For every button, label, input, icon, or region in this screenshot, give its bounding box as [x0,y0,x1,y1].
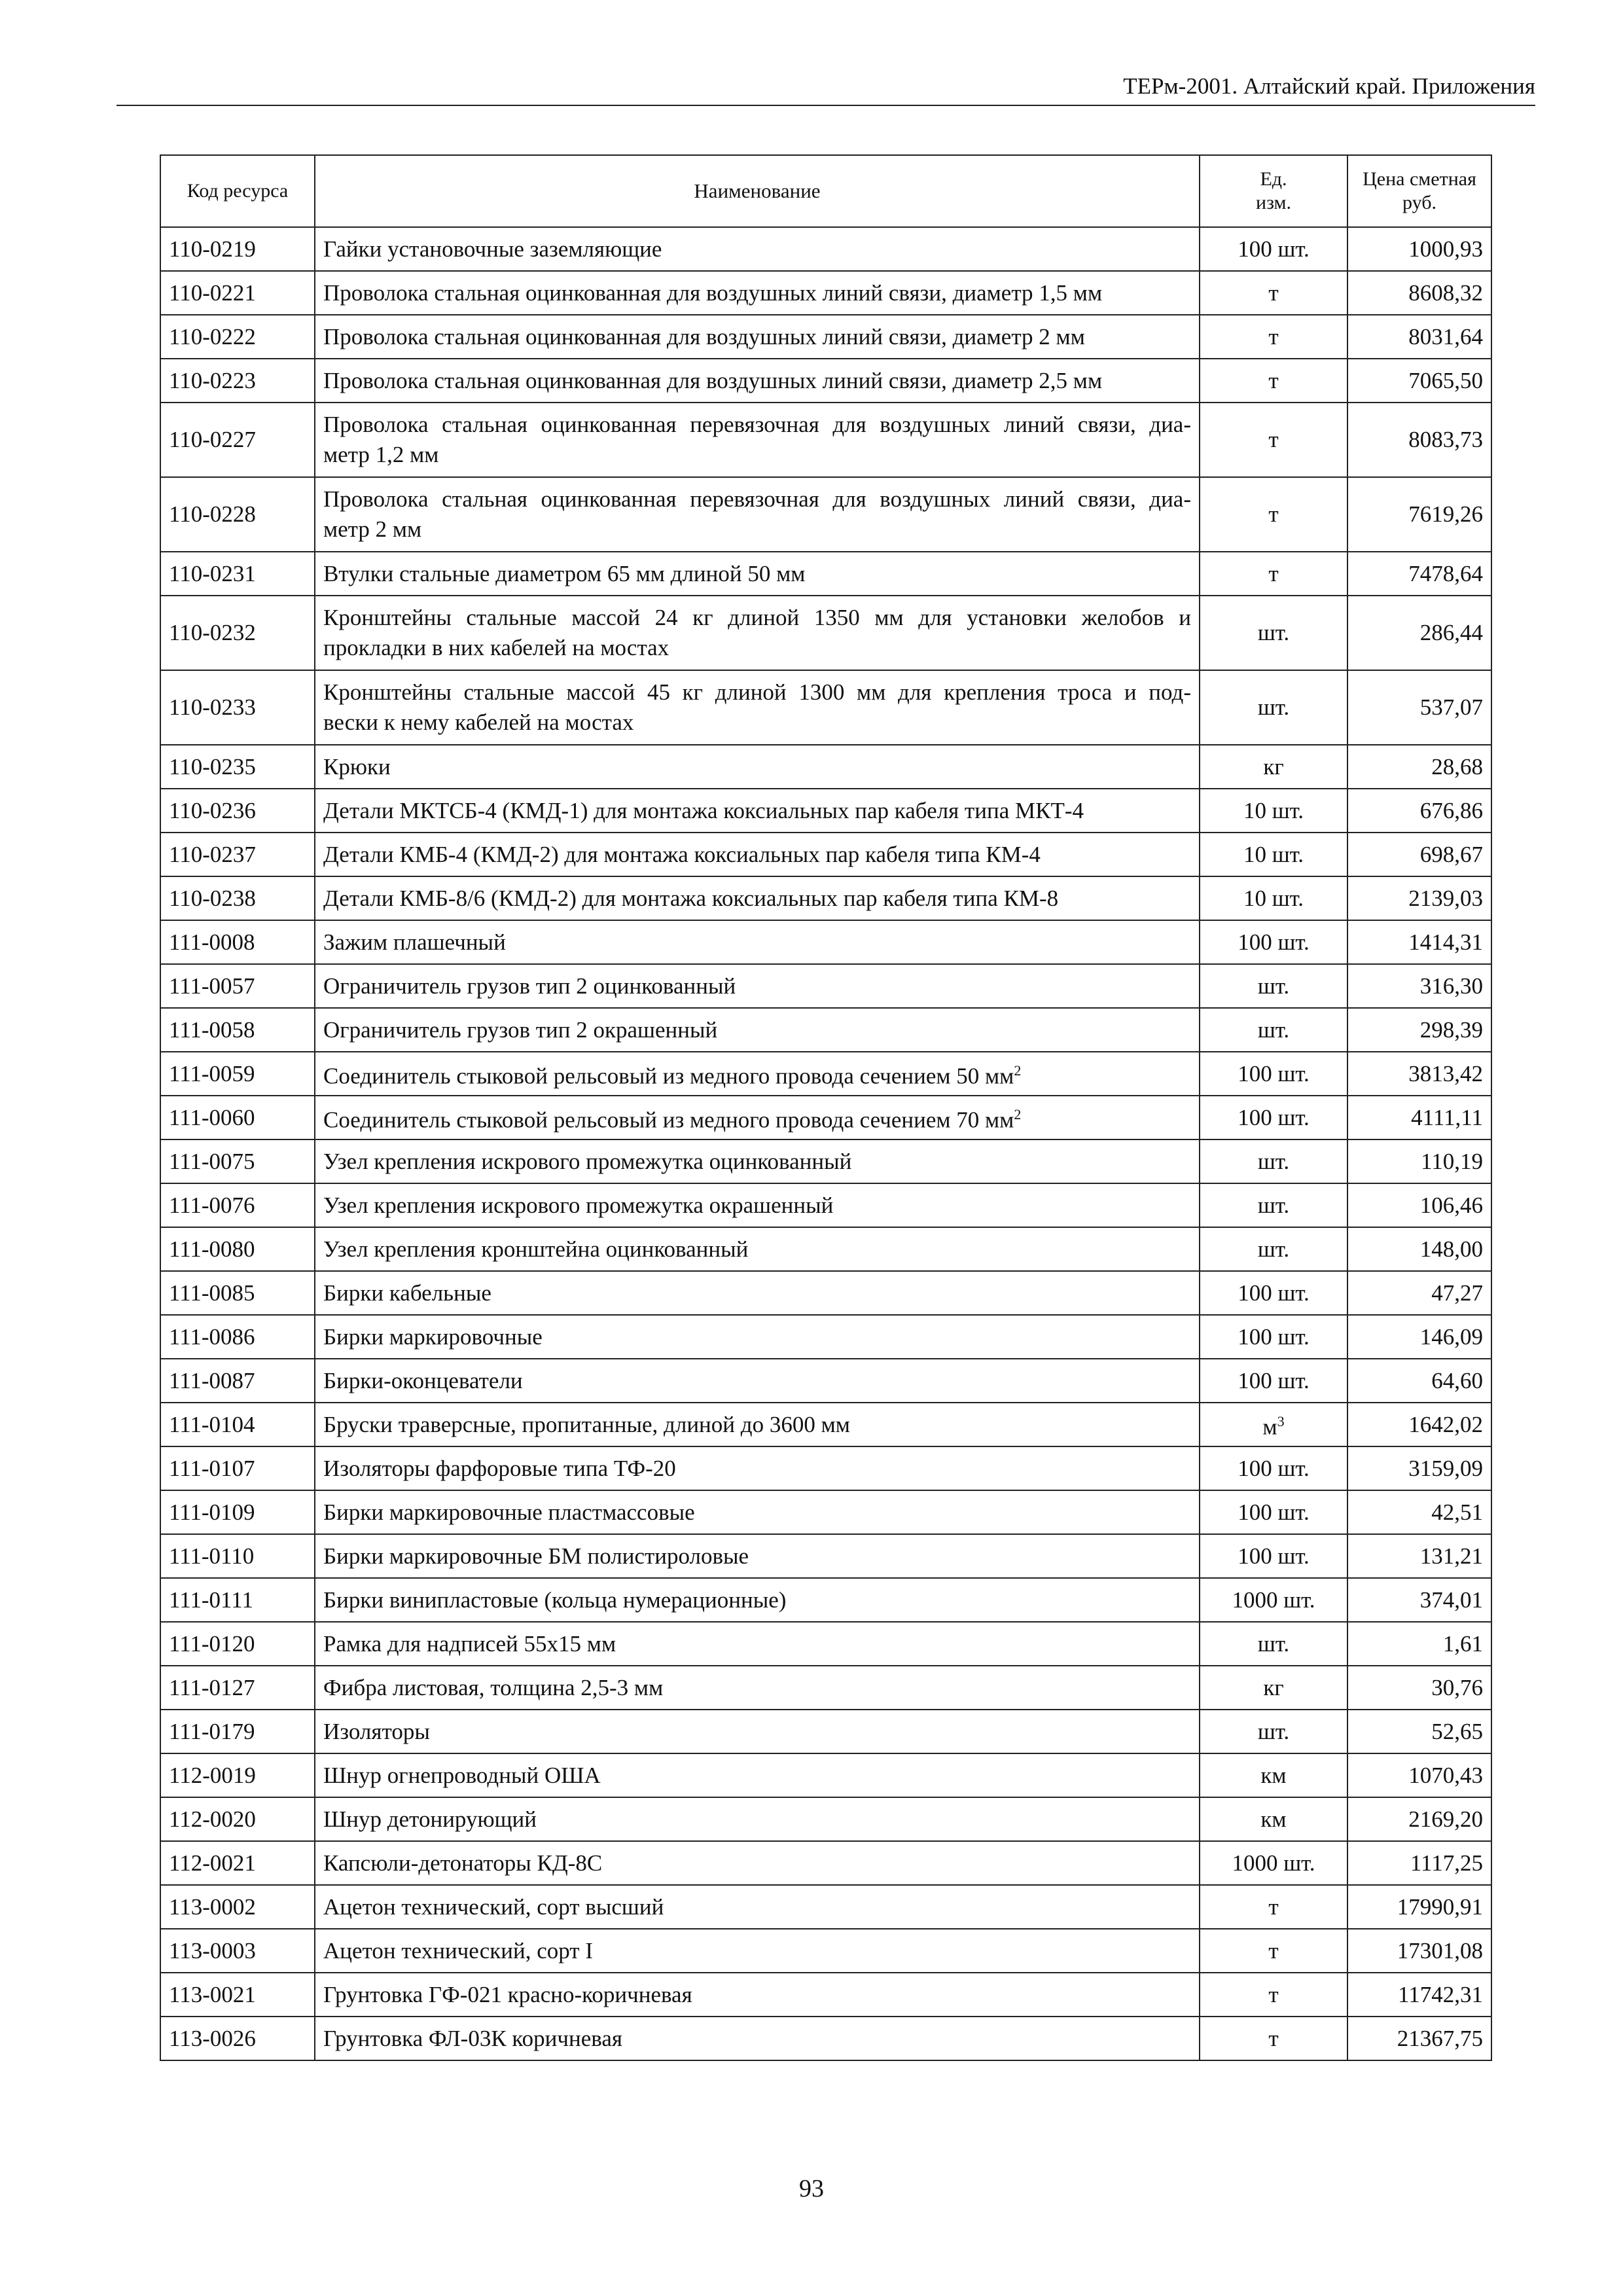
resource-name-text: Детали КМБ-4 (КМД-2) для монтажа коксиальных пар кабеля типа КМ-4 [323,841,1041,867]
resource-code: 110-0219 [160,227,315,271]
unit [1200,1227,1347,1271]
resource-name-text: Проволока стальная оцинкованная для воздушных линий связи, диаметр 1,5 мм [323,279,1103,306]
unit-text: 100 шт. [1238,1323,1310,1350]
unit-text: шт. [1257,694,1290,720]
price: 131,21 [1347,1534,1491,1578]
column-header-price [1347,155,1491,227]
table-row [160,1359,1491,1403]
unit [1200,403,1347,477]
unit [1200,1578,1347,1622]
price: 4111,11 [1347,1096,1491,1139]
price: 11742,31 [1347,1973,1491,2017]
resource-code: 110-0237 [160,833,315,876]
price-table [160,154,1492,2061]
resource-code: 110-0232 [160,596,315,670]
table-row [160,1227,1491,1271]
resource-name [315,1446,1200,1490]
unit-text: т [1268,1937,1279,1964]
table-row [160,1139,1491,1183]
price: 698,67 [1347,833,1491,876]
unit-text: шт. [1257,1630,1290,1657]
resource-code: 110-0238 [160,876,315,920]
resource-name-text: Капсюли-детонаторы КД-8С [323,1850,603,1876]
resource-name-text: Бирки винипластовые (кольца нумерационные) [323,1587,787,1613]
resource-name-text: Грунтовка ГФ-021 красно-коричневая [323,1981,692,2007]
resource-name-text: Грунтовка ФЛ-03К коричневая [323,2025,622,2051]
unit-text: шт. [1257,1718,1290,1744]
unit [1200,1403,1347,1446]
resource-code: 112-0019 [160,1753,315,1797]
resource-name [315,1403,1200,1446]
unit [1200,596,1347,670]
resource-name [315,1183,1200,1227]
unit-header-line1: Ед. [1260,168,1287,190]
resource-name-line: прокладки в них кабелей на мостах [323,635,669,660]
resource-name-line: метр 2 мм [323,516,422,542]
resource-code: 111-0080 [160,1227,315,1271]
unit [1200,833,1347,876]
price: 146,09 [1347,1315,1491,1359]
resource-name-text: Детали КМБ-8/6 (КМД-2) для монтажа коксиальных пар кабеля типа КМ-8 [323,885,1059,911]
resource-name [315,359,1200,403]
resource-code: 111-0057 [160,964,315,1008]
resource-name [315,271,1200,315]
table-row [160,1622,1491,1666]
column-header-code: Код ресурса [160,155,315,227]
unit [1200,271,1347,315]
resource-code: 110-0228 [160,477,315,552]
price: 17301,08 [1347,1929,1491,1973]
unit-text: шт. [1257,1016,1290,1043]
resource-name [315,1841,1200,1885]
resource-name-text: Фибра листовая, толщина 2,5-3 мм [323,1674,664,1700]
table-row [160,964,1491,1008]
table-row [160,1446,1491,1490]
unit-text: шт. [1257,973,1290,999]
unit [1200,789,1347,833]
resource-code: 111-0076 [160,1183,315,1227]
resource-code: 111-0058 [160,1008,315,1052]
resource-name-text: Узел крепления искрового промежутка оцинкованный [323,1148,852,1174]
resource-name-text: Соединитель стыковой рельсовый из медного провода сечением 50 мм [323,1063,1014,1089]
resource-name-line: Проволока стальная оцинкованная перевязочная для воздушных линий связи, диа- [323,486,1191,512]
resource-code: 110-0231 [160,552,315,596]
resource-code: 111-0110 [160,1534,315,1578]
price: 1070,43 [1347,1753,1491,1797]
unit [1200,477,1347,552]
resource-name-text: Изоляторы фарфоровые типа ТФ-20 [323,1455,676,1481]
resource-name [315,876,1200,920]
resource-name [315,1973,1200,2017]
price: 7478,64 [1347,552,1491,596]
table-row [160,477,1491,552]
unit [1200,1710,1347,1753]
resource-name-text: Узел крепления искрового промежутка окрашенный [323,1192,834,1218]
resource-name-text: Крюки [323,753,391,780]
table-row [160,745,1491,789]
unit [1200,227,1347,271]
unit [1200,1183,1347,1227]
unit [1200,1315,1347,1359]
price: 148,00 [1347,1227,1491,1271]
resource-name [315,670,1200,745]
unit-text: т [1268,367,1279,393]
unit-header-line2: изм. [1256,192,1291,213]
table-row [160,227,1491,271]
unit-text: 1000 шт. [1232,1587,1315,1613]
price: 1414,31 [1347,920,1491,964]
resource-code: 111-0087 [160,1359,315,1403]
resource-name-text: Ацетон технический, сорт высший [323,1893,664,1920]
resource-code: 110-0233 [160,670,315,745]
resource-code: 111-0085 [160,1271,315,1315]
price: 2139,03 [1347,876,1491,920]
resource-code: 111-0104 [160,1403,315,1446]
unit-text: т [1268,323,1279,350]
resource-name-line: Проволока стальная оцинкованная перевязочная для воздушных линий связи, диа- [323,412,1191,437]
unit [1200,1359,1347,1403]
resource-code: 112-0020 [160,1797,315,1841]
unit-text: т [1268,501,1279,527]
price: 1,61 [1347,1622,1491,1666]
column-header-unit [1200,155,1347,227]
table-row [160,1841,1491,1885]
table-row [160,1403,1491,1446]
unit-text: т [1268,427,1279,452]
unit-text: м [1262,1414,1277,1440]
resource-name [315,833,1200,876]
unit-text: т [1268,1893,1279,1920]
resource-code: 111-0120 [160,1622,315,1666]
table-row [160,1753,1491,1797]
resource-name-text: Соединитель стыковой рельсовый из медного провода сечением 70 мм [323,1107,1014,1133]
resource-name-line: вески к нему кабелей на мостах [323,709,634,735]
price: 106,46 [1347,1183,1491,1227]
unit-text: т [1268,560,1279,586]
resource-name-text: Бирки маркировочные [323,1323,543,1350]
resource-name-text: Бирки маркировочные пластмассовые [323,1499,695,1525]
unit [1200,552,1347,596]
superscript: 3 [1277,1413,1285,1430]
resource-code: 110-0235 [160,745,315,789]
unit [1200,1885,1347,1929]
resource-name [315,789,1200,833]
unit [1200,1622,1347,1666]
price: 2169,20 [1347,1797,1491,1841]
table-row [160,1797,1491,1841]
resource-name [315,1753,1200,1797]
resource-name-text: Зажим плашечный [323,929,506,955]
resource-name [315,552,1200,596]
resource-name-text: Бирки кабельные [323,1280,491,1306]
table-body [160,227,1491,2060]
resource-name-text: Ограничитель грузов тип 2 окрашенный [323,1016,718,1043]
unit-text: 100 шт. [1238,929,1310,955]
resource-code: 110-0222 [160,315,315,359]
unit [1200,876,1347,920]
unit [1200,1973,1347,2017]
resource-name [315,403,1200,477]
column-header-name: Наименование [315,155,1200,227]
resource-name [315,1534,1200,1578]
unit [1200,1797,1347,1841]
resource-name-line: Кронштейны стальные массой 24 кг длиной 1350 мм для установки желобов и [323,605,1191,630]
resource-code: 110-0236 [160,789,315,833]
table-row [160,271,1491,315]
unit-text: т [1268,2025,1279,2051]
table-row [160,920,1491,964]
price-header-line2: руб. [1402,192,1436,213]
unit-text: 10 шт. [1243,797,1304,823]
unit-text: 1000 шт. [1232,1850,1315,1876]
resource-code: 112-0021 [160,1841,315,1885]
resource-name [315,1052,1200,1096]
resource-name [315,1710,1200,1753]
resource-name-text: Бирки-оконцеватели [323,1367,523,1393]
unit-text: 100 шт. [1238,1280,1310,1306]
unit-text: 10 шт. [1243,841,1304,867]
unit-text: 100 шт. [1238,1104,1310,1130]
price: 316,30 [1347,964,1491,1008]
price: 42,51 [1347,1490,1491,1534]
table-row [160,1183,1491,1227]
resource-name-text: Втулки стальные диаметром 65 мм длиной 50 мм [323,560,806,586]
unit [1200,1841,1347,1885]
unit [1200,920,1347,964]
resource-code: 111-0179 [160,1710,315,1753]
unit-text: 100 шт. [1238,1543,1310,1569]
resource-name [315,1578,1200,1622]
unit [1200,1929,1347,1973]
table-row [160,2017,1491,2060]
price: 8083,73 [1347,403,1491,477]
resource-code: 113-0002 [160,1885,315,1929]
resource-code: 110-0223 [160,359,315,403]
resource-name [315,1490,1200,1534]
unit [1200,315,1347,359]
resource-code: 110-0227 [160,403,315,477]
table-row [160,670,1491,745]
unit [1200,1534,1347,1578]
resource-name-text: Шнур детонирующий [323,1806,537,1832]
resource-name [315,1271,1200,1315]
resource-name [315,227,1200,271]
price: 47,27 [1347,1271,1491,1315]
resource-name-text: Ацетон технический, сорт I [323,1937,593,1964]
resource-code: 111-0107 [160,1446,315,1490]
table-row [160,1490,1491,1534]
resource-code: 110-0221 [160,271,315,315]
resource-code: 111-0111 [160,1578,315,1622]
table-row [160,789,1491,833]
resource-code: 111-0075 [160,1139,315,1183]
unit-text: шт. [1257,1236,1290,1262]
resource-name-text: Гайки установочные заземляющие [323,236,662,262]
resource-code: 113-0003 [160,1929,315,1973]
superscript: 2 [1014,1106,1022,1123]
unit [1200,745,1347,789]
price: 1117,25 [1347,1841,1491,1885]
resource-name-text: Рамка для надписей 55х15 мм [323,1630,616,1657]
unit [1200,1490,1347,1534]
unit [1200,1666,1347,1710]
superscript: 2 [1014,1062,1022,1079]
resource-name [315,1315,1200,1359]
resource-name-text: Детали МКТСБ-4 (КМД-1) для монтажа коксиальных пар кабеля типа МКТ-4 [323,797,1084,823]
price: 52,65 [1347,1710,1491,1753]
table-row [160,1885,1491,1929]
price: 30,76 [1347,1666,1491,1710]
price-header-line1: Цена сметная [1363,168,1476,190]
resource-code: 111-0127 [160,1666,315,1710]
unit-text: 100 шт. [1238,1367,1310,1393]
resource-name-text: Бруски траверсные, пропитанные, длиной до 3600 мм [323,1411,850,1437]
price: 7065,50 [1347,359,1491,403]
unit-text: шт. [1257,1148,1290,1174]
price: 676,86 [1347,789,1491,833]
unit [1200,670,1347,745]
resource-code: 111-0109 [160,1490,315,1534]
price: 7619,26 [1347,477,1491,552]
unit [1200,1052,1347,1096]
resource-name [315,1622,1200,1666]
unit-text: 100 шт. [1238,1060,1310,1086]
resource-name [315,315,1200,359]
resource-code: 111-0060 [160,1096,315,1139]
unit [1200,2017,1347,2060]
table-row [160,1578,1491,1622]
price: 64,60 [1347,1359,1491,1403]
unit-text: кг [1263,1674,1284,1700]
resource-name-line: Кронштейны стальные массой 45 кг длиной 1300 мм для крепления троса и под- [323,679,1191,705]
resource-name [315,1008,1200,1052]
resource-name [315,2017,1200,2060]
header-rule [116,105,1535,106]
table-row [160,1929,1491,1973]
resource-name [315,1885,1200,1929]
unit-text: шт. [1257,620,1290,645]
table-row [160,1666,1491,1710]
table-row [160,1315,1491,1359]
unit-text: 100 шт. [1238,1455,1310,1481]
unit-text: км [1260,1762,1287,1788]
table-row [160,403,1491,477]
resource-name [315,964,1200,1008]
resource-name [315,477,1200,552]
price: 3813,42 [1347,1052,1491,1096]
resource-name-text: Изоляторы [323,1718,430,1744]
table-row [160,552,1491,596]
unit-text: кг [1263,753,1284,780]
resource-name-line: метр 1,2 мм [323,442,439,467]
unit [1200,964,1347,1008]
price: 17990,91 [1347,1885,1491,1929]
unit-text: 100 шт. [1238,236,1310,262]
resource-name-text: Проволока стальная оцинкованная для воздушных линий связи, диаметр 2 мм [323,323,1085,350]
resource-name [315,1666,1200,1710]
price: 374,01 [1347,1578,1491,1622]
resource-name [315,1096,1200,1139]
resource-name [315,596,1200,670]
price: 28,68 [1347,745,1491,789]
resource-code: 113-0026 [160,2017,315,2060]
resource-name [315,1359,1200,1403]
price: 1000,93 [1347,227,1491,271]
resource-name-text: Бирки маркировочные БМ полистироловые [323,1543,749,1569]
unit [1200,1139,1347,1183]
price: 110,19 [1347,1139,1491,1183]
price: 8608,32 [1347,271,1491,315]
unit-text: т [1268,1981,1279,2007]
resource-code: 111-0086 [160,1315,315,1359]
resource-name [315,1139,1200,1183]
price: 3159,09 [1347,1446,1491,1490]
table-row [160,1096,1491,1139]
unit [1200,359,1347,403]
page-number: 93 [799,2175,824,2202]
table-row [160,1710,1491,1753]
table-header-row [160,155,1491,227]
resource-name-text: Проволока стальная оцинкованная для воздушных линий связи, диаметр 2,5 мм [323,367,1103,393]
price: 537,07 [1347,670,1491,745]
table-row [160,1052,1491,1096]
table-row [160,876,1491,920]
table-row [160,315,1491,359]
resource-name-text: Ограничитель грузов тип 2 оцинкованный [323,973,736,999]
unit [1200,1753,1347,1797]
table-row [160,1973,1491,2017]
table-row [160,1008,1491,1052]
unit [1200,1008,1347,1052]
resource-code: 111-0059 [160,1052,315,1096]
resource-code: 113-0021 [160,1973,315,2017]
unit-text: км [1260,1806,1287,1832]
unit [1200,1096,1347,1139]
unit-text: шт. [1257,1192,1290,1218]
resource-name-text: Узел крепления кронштейна оцинкованный [323,1236,749,1262]
price: 1642,02 [1347,1403,1491,1446]
unit [1200,1446,1347,1490]
price: 286,44 [1347,596,1491,670]
table-row [160,833,1491,876]
price: 21367,75 [1347,2017,1491,2060]
resource-name [315,745,1200,789]
resource-name-text: Шнур огнепроводный ОША [323,1762,601,1788]
resource-name [315,920,1200,964]
price: 298,39 [1347,1008,1491,1052]
unit-text: т [1268,279,1279,306]
resource-name [315,1929,1200,1973]
unit-text: 100 шт. [1238,1499,1310,1525]
running-title: ТЕРм-2001. Алтайский край. Приложения [1123,73,1535,99]
resource-name [315,1227,1200,1271]
price: 8031,64 [1347,315,1491,359]
unit-text: 10 шт. [1243,885,1304,911]
resource-code: 111-0008 [160,920,315,964]
table-row [160,1271,1491,1315]
resource-name [315,1797,1200,1841]
unit [1200,1271,1347,1315]
table-row [160,1534,1491,1578]
table-row [160,359,1491,403]
table-row [160,596,1491,670]
